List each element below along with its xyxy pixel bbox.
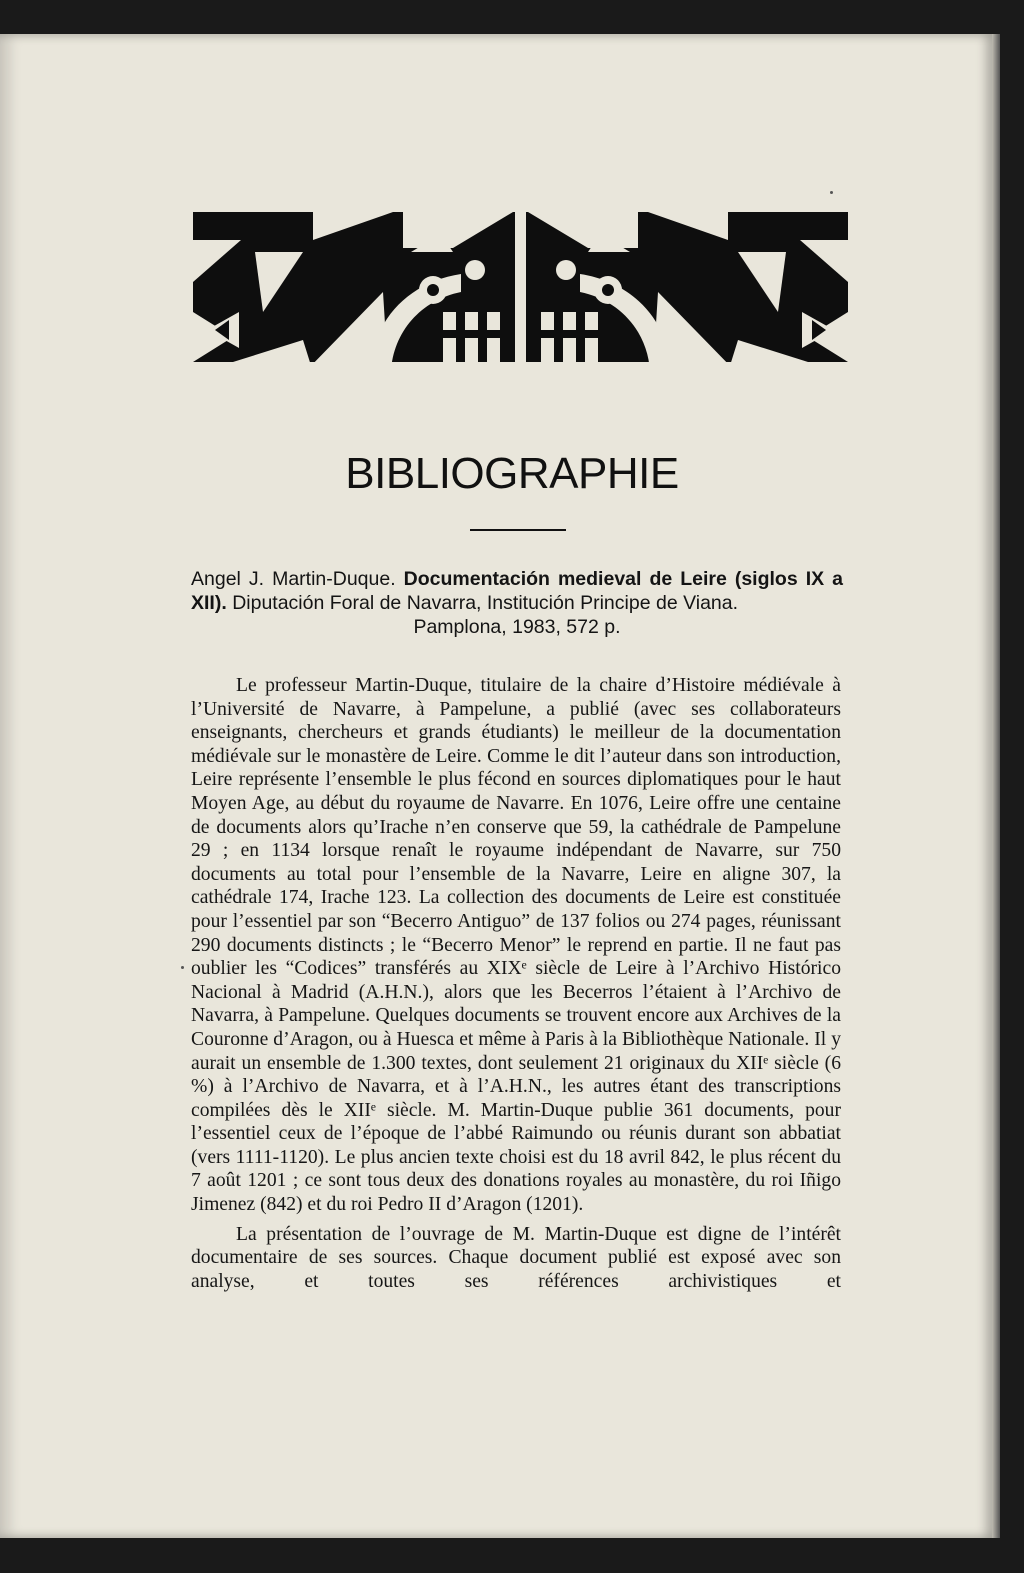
title-divider [470, 529, 566, 531]
section-title: BIBLIOGRAPHIE [345, 449, 679, 498]
print-speck [181, 966, 184, 969]
paragraph: Le professeur Martin-Duque, titulaire de la chaire d’Histoire médiévale à l’Université de Navarre, à Pampelune, a publié (avec ses collaborateurs enseignants, chercheurs et grands étudiants) le meilleur de la documentation médiévale sur le monastère de Leire. Comme le dit l’auteur dans son introduction, Leire représente l’ensemble le plus fécond en sources diplomatiques pour le haut Moyen Age, au début du royaume de Navarre. En 1076, Leire offre une centaine de documents alors qu’Irache n’en conserve que 59, la cathédrale de Pampelune 29 ; en 1134 lorsque renaît le royaume indépendant de Navarre, sur 750 documents au total pour l’ensemble de la Navarre, Leire en aligne 307, la cathédrale 174, Irache 123. La collection des documents de Leire est constituée pour l’essentiel par son “Becerro Antiguo” de 137 folios ou 274 pages, réunissant 290 documents distincts ; le “Becerro Menor” le reprend en partie. Il ne faut pas oublier les “Codices” transférés au XIXᵉ siècle de Leire à l’Archivo Histórico Nacional à Madrid (A.H.N.), alors que les Becerros l’étaient à l’Archivo de Navarra, à Pampelune. Quelques documents se trouvent encore aux Archives de la Couronne d’Aragon, ou à Huesca et même à Paris à la Bibliothèque Nationale. Il y aurait un ensemble de 1.300 textes, dont seulement 21 originaux du XIIᵉ siècle (6 %) à l’Archivo de Navarra, et à l’A.H.N., les autres étant des transcriptions compilées dès le XIIᵉ siècle. M. Martin-Duque publie 361 documents, pour l’essentiel ceux de l’époque de l’abbé Raimundo ou réunis durant son abbatiat (vers 1111-1120). Le plus ancien texte choisi est du 18 avril 842, le plus récent du 7 août 1201 ; ce sont tous deux des donations royales au monastère, du roi Iñigo Jimenez (842) et du roi Pedro II d’Aragon (1201). [191, 675, 841, 1216]
paragraph: La présentation de l’ouvrage de M. Martin-Duque est digne de l’intérêt documentaire de ses sources. Chaque document publié est exposé avec son analyse, et toutes ses références archivistiques et [191, 1223, 841, 1292]
page-edge [992, 34, 1000, 1538]
citation-title-line2: IX a XII). [191, 568, 844, 614]
citation-author: Angel J. Martin-Duque. [191, 568, 396, 590]
citation-publisher: Diputación Foral de Navarra, Institución Principe de Viana. [232, 592, 739, 614]
citation-title-line1: Documentación medieval de Leire (siglos [403, 568, 798, 590]
citation-place-year-pages: Pamplona, 1983, 572 p. [413, 616, 621, 638]
ornamental-banner [193, 212, 848, 372]
review-body [191, 674, 841, 1299]
bibliographic-citation [191, 567, 843, 639]
print-speck [830, 191, 833, 194]
